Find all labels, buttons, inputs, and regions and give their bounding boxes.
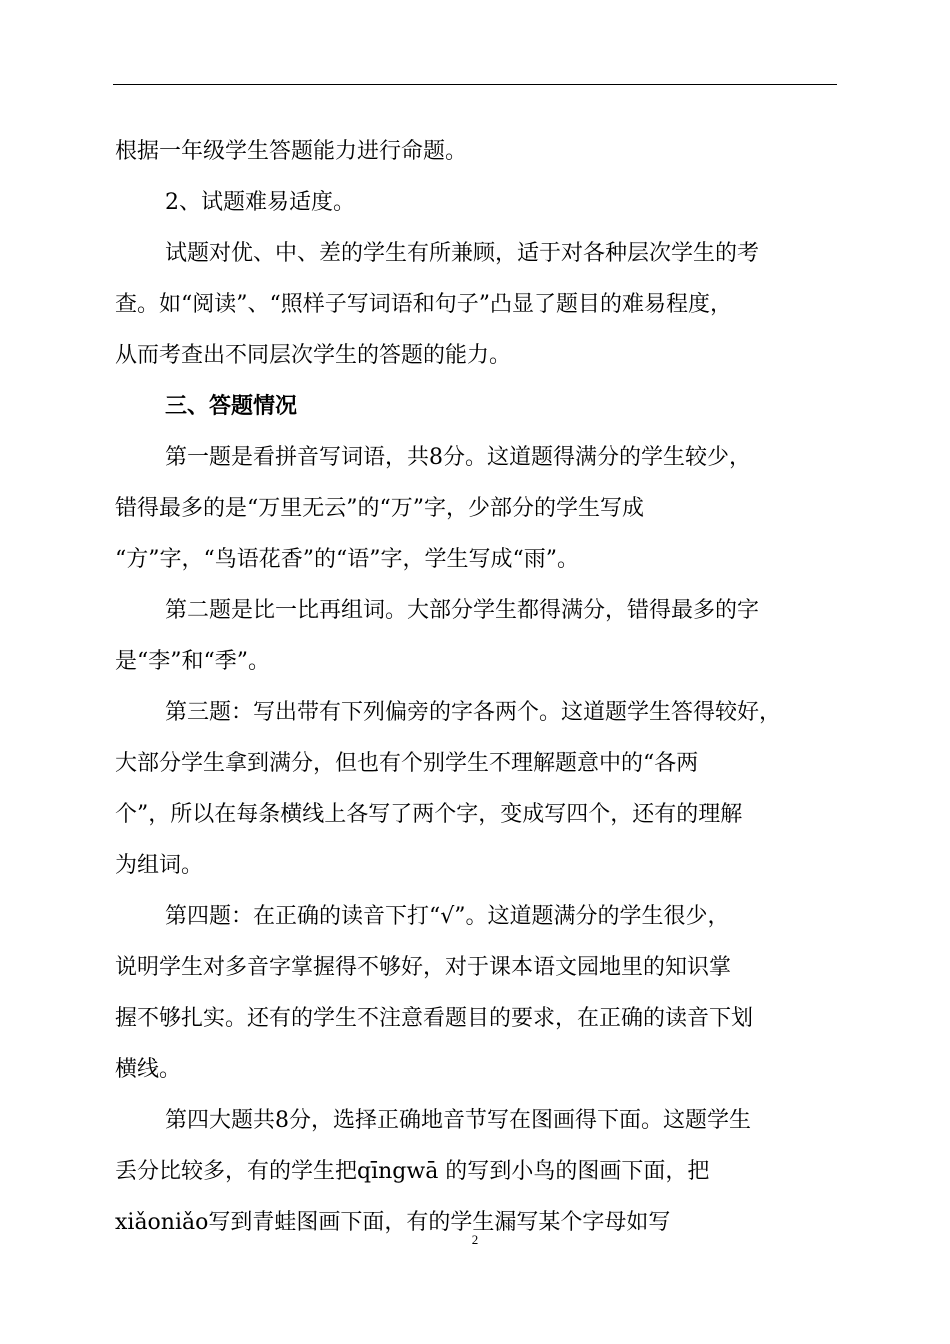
text-line: 说明学生对多音字掌握得不够好，对于课本语文园地里的知识掌 [115,955,732,980]
text-line: 第四大题共8分，选择正确地音节写在图画得下面。这题学生 [165,1108,751,1133]
text-line: 从而考查出不同层次学生的答题的能力。 [115,343,512,368]
text-line: 第三题：写出带有下列偏旁的字各两个。这道题学生答得较好， [165,700,782,725]
text-line: 大部分学生拿到满分，但也有个别学生不理解题意中的“各两 [115,751,699,776]
text-line: 握不够扎实。还有的学生不注意看题目的要求，在正确的读音下划 [115,1006,754,1031]
text-line: 第二题是比一比再组词。大部分学生都得满分，错得最多的字 [165,598,760,623]
text-line: 横线。 [115,1057,182,1082]
text-line: 为组词。 [115,853,204,878]
section-heading: 三、答题情况 [165,394,298,419]
text-line: 查。如“阅读”、“照样子写词语和句子”凸显了题目的难易程度， [115,292,732,317]
text-line: 2、试题难易适度。 [165,190,355,215]
text-line: 丢分比较多，有的学生把qīngwā 的写到小鸟的图画下面，把 [115,1159,710,1184]
text-line: 根据一年级学生答题能力进行命题。 [115,139,468,164]
text-line: 第一题是看拼音写词语，共8分。这道题得满分的学生较少， [165,445,751,470]
text-line: 试题对优、中、差的学生有所兼顾，适于对各种层次学生的考 [165,241,760,266]
header-rule [113,84,837,85]
text-line: xiǎoniǎo写到青蛙图画下面，有的学生漏写某个字母如写 [115,1210,671,1235]
text-line: 是“李”和“季”。 [115,649,270,674]
body-text [115,126,837,1248]
text-line: 个”，所以在每条横线上各写了两个字，变成写四个，还有的理解 [115,802,743,827]
text-line: “方”字，“鸟语花香”的“语”字，学生写成“雨”。 [115,547,579,572]
page-number: 2 [471,1232,479,1247]
text-line: 错得最多的是“万里无云”的“万”字，少部分的学生写成 [115,496,644,521]
text-line: 第四题：在正确的读音下打“√”。这道题满分的学生很少， [165,904,730,929]
